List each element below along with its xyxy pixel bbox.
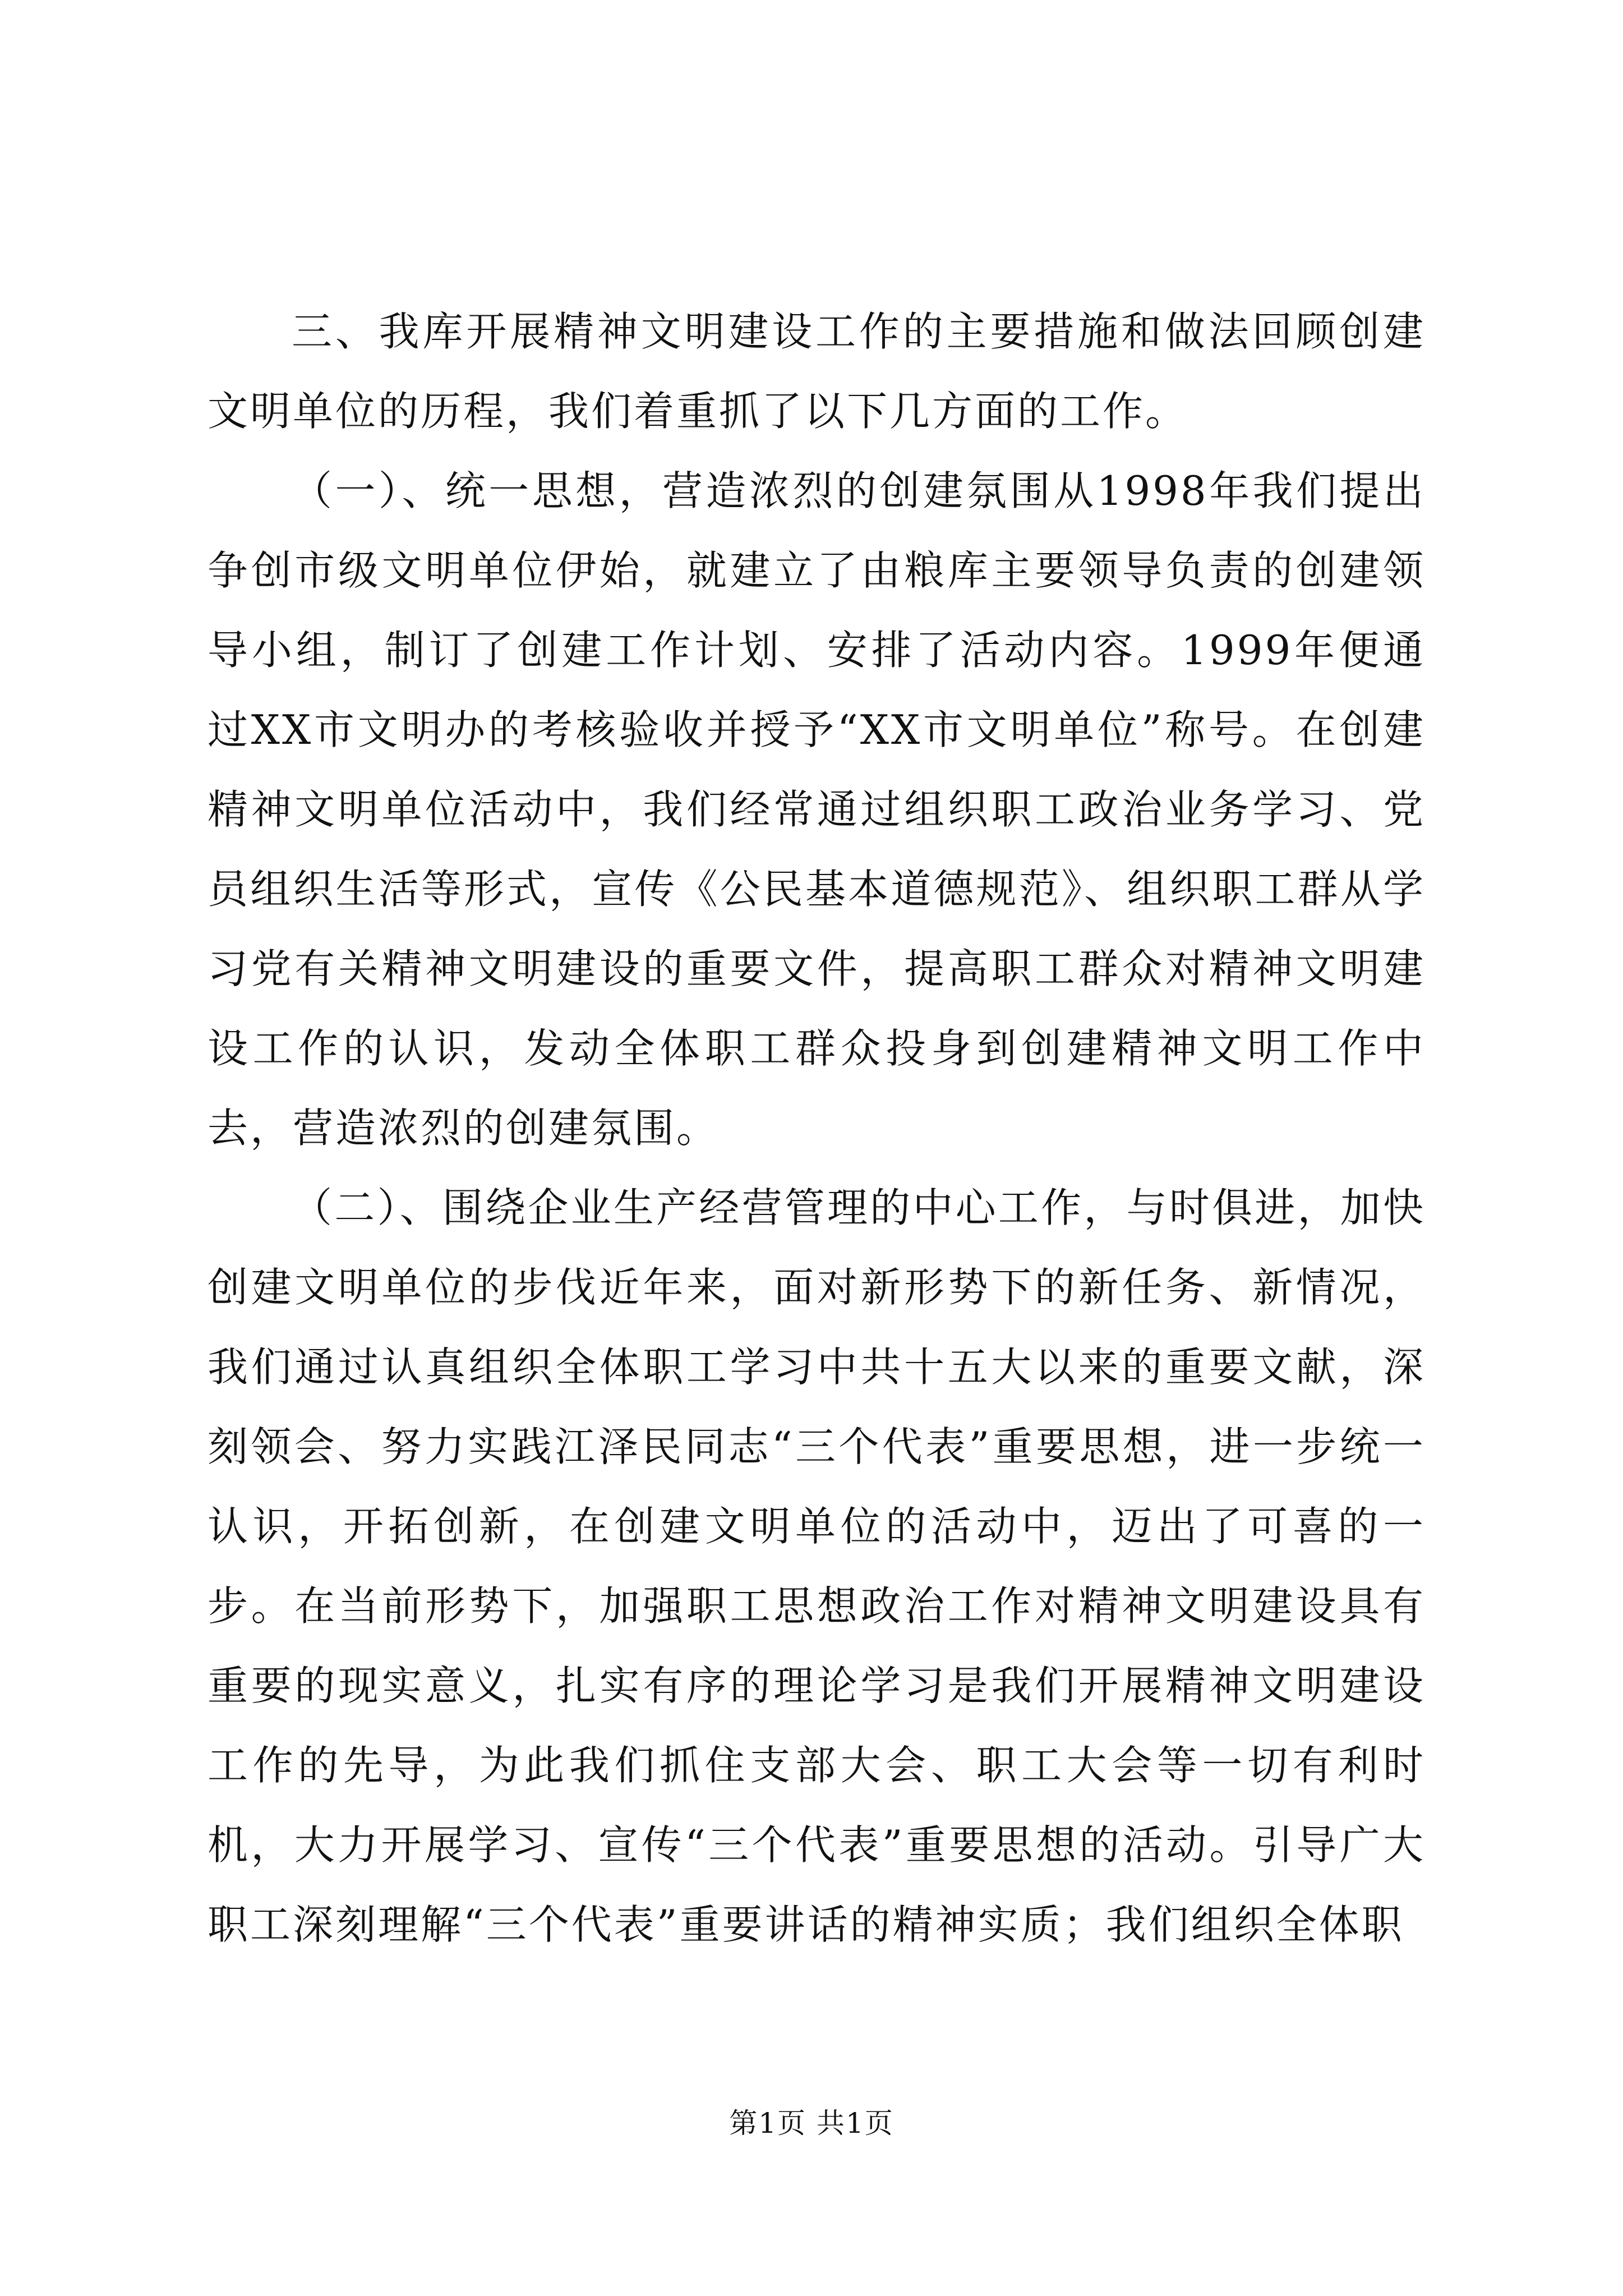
- page-number-footer: 第1页 共1页: [729, 2107, 894, 2139]
- document-body: [208, 292, 1426, 1964]
- paragraph-section-three-intro: 三、我库开展精神文明建设工作的主要措施和做法回顾创建文明单位的历程，我们着重抓了以下几方面的工作。: [208, 308, 1426, 435]
- paragraph-item-two: （二）、围绕企业生产经营管理的中心工作，与时俱进，加快创建文明单位的步伐近年来，面对新形势下的新任务、新情况，我们通过认真组织全体职工学习中共十五大以来的重要文献，深刻领会、努力实践江泽民同志“三个代表”重要思想，进一步统一认识，开拓创新，在创建文明单位的活动中，迈出了可喜的一步。在当前形势下，加强职工思想政治工作对精神文明建设具有重要的现实意义，扎实有序的理论学习是我们开展精神文明建设工作的先导，为此我们抓住支部大会、职工大会等一切有利时机，大力开展学习、宣传“三个代表”重要思想的活动。引导广大职工深刻理解“三个代表”重要讲话的精神实质；我们组织全体职: [208, 1184, 1426, 1948]
- paragraph-item-one: （一）、统一思想，营造浓烈的创建氛围从1998年我们提出争创市级文明单位伊始，就建立了由粮库主要领导负责的创建领导小组，制订了创建工作计划、安排了活动内容。1999年便通过XX市文明办的考核验收并授予“XX市文明单位”称号。在创建精神文明单位活动中，我们经常通过组织职工政治业务学习、党员组织生活等形式，宣传《公民基本道德规范》、组织职工群从学习党有关精神文明建设的重要文件，提高职工群众对精神文明建设工作的认识，发动全体职工群众投身到创建精神文明工作中去，营造浓烈的创建氛围。: [208, 467, 1426, 1152]
